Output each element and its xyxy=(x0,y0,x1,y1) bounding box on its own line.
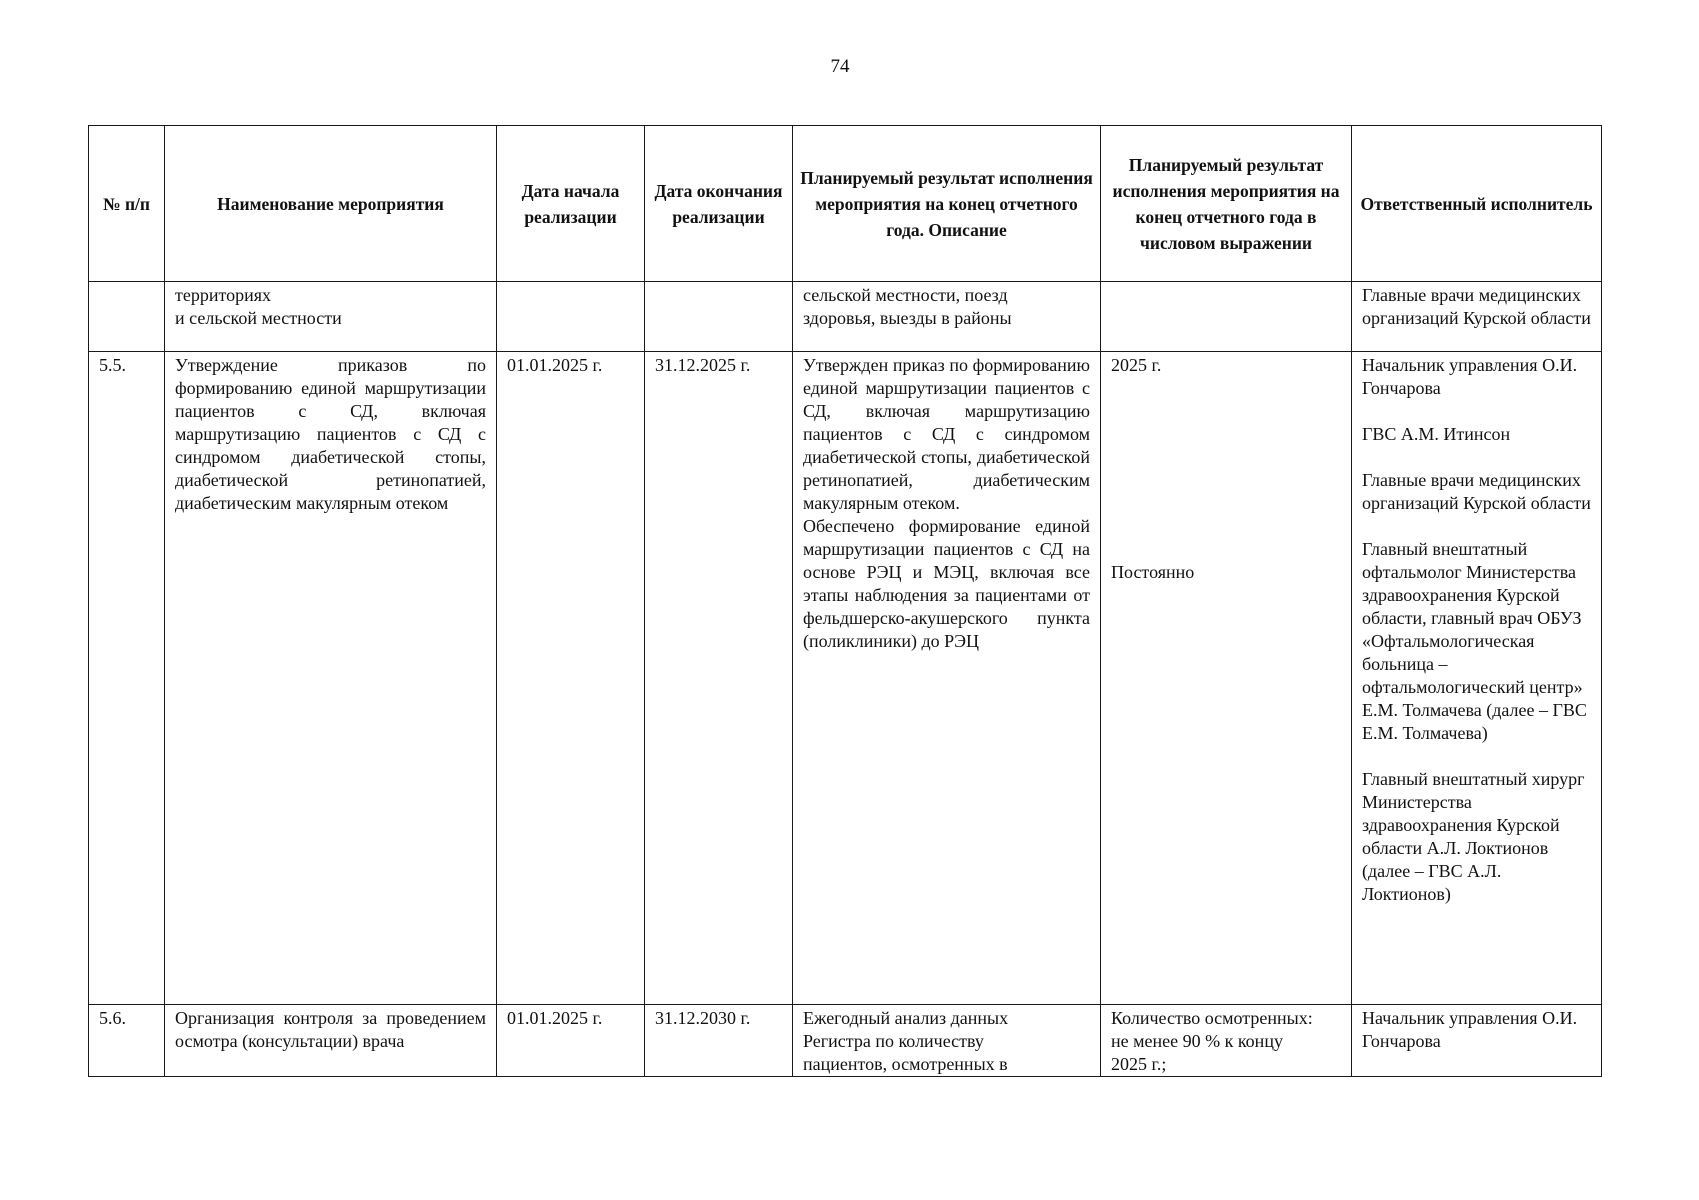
responsible-entry: Начальник управления О.И. Гончарова xyxy=(1362,355,1578,398)
cell-value xyxy=(1101,282,1352,352)
cell-description-line: пациентов, осмотренных в xyxy=(803,1054,1008,1074)
cell-start-date xyxy=(497,282,645,352)
cell-responsible: Главные врачи медицинских организаций Курской области xyxy=(1352,282,1602,352)
cell-end-date xyxy=(645,282,793,352)
responsible-entry: Главный внештатный хирург Министерства здравоохранения Курской области А.Л. Локтионов (далее – ГВС А.Л. Локтионов) xyxy=(1362,769,1585,904)
activity-table xyxy=(88,125,1602,1077)
cell-description-line: сельской местности, поезд xyxy=(803,285,1008,305)
header-result-numeric: Планируемый результат исполнения мероприятия на конец отчетного года в числовом выражении xyxy=(1101,126,1352,282)
header-num: № п/п xyxy=(89,126,165,282)
cell-description xyxy=(793,1005,1101,1077)
table-row xyxy=(89,352,1602,1005)
cell-value-line: 2025 г.; xyxy=(1111,1054,1167,1074)
cell-description-line: Регистра по количеству xyxy=(803,1031,984,1051)
cell-name: Организация контроля за проведением осмотра (консультации) врача xyxy=(165,1005,497,1077)
cell-start-date: 01.01.2025 г. xyxy=(497,352,645,1005)
cell-num: 5.6. xyxy=(89,1005,165,1077)
cell-end-date: 31.12.2030 г. xyxy=(645,1005,793,1077)
table-row xyxy=(89,282,1602,352)
header-end-date: Дата окончания реализации xyxy=(645,126,793,282)
cell-description xyxy=(793,352,1101,1005)
cell-name-line: и сельской местности xyxy=(175,308,342,328)
description-paragraph: Обеспечено формирование единой маршрутизации пациентов с СД на основе РЭЦ и МЭЦ, включая все этапы наблюдения за пациентами от фельдшерско-акушерского пункта (поликлиники) до РЭЦ xyxy=(803,516,1090,651)
cell-responsible xyxy=(1352,352,1602,1005)
cell-description-line: здоровья, выезды в районы xyxy=(803,308,1012,328)
cell-end-date: 31.12.2025 г. xyxy=(645,352,793,1005)
cell-value-line: не менее 90 % к концу xyxy=(1111,1031,1283,1051)
header-start-date: Дата начала реализации xyxy=(497,126,645,282)
cell-name: Утверждение приказов по формированию единой маршрутизации пациентов с СД, включая маршрутизацию пациентов с СД с синдромом диабетической стопы, диабетической ретинопатией, диабетическим макулярным отеком xyxy=(165,352,497,1005)
cell-description-line: Ежегодный анализ данных xyxy=(803,1008,1009,1028)
description-paragraph: Утвержден приказ по формированию единой маршрутизации пациентов с СД, включая маршрутизацию пациентов с СД с синдромом диабетической стопы, диабетической ретинопатией, диабетическим макулярным отеком. xyxy=(803,355,1090,513)
header-responsible: Ответственный исполнитель xyxy=(1352,126,1602,282)
table-row xyxy=(89,1005,1602,1077)
responsible-entry: ГВС А.М. Итинсон xyxy=(1362,424,1511,444)
cell-value xyxy=(1101,1005,1352,1077)
cell-value xyxy=(1101,352,1352,1005)
table-header-row xyxy=(89,126,1602,282)
cell-responsible: Начальник управления О.И. Гончарова xyxy=(1352,1005,1602,1077)
page-number: 74 xyxy=(830,56,850,77)
responsible-entry: Главные врачи медицинских организаций Курской области xyxy=(1362,470,1591,513)
cell-value-line: Количество осмотренных: xyxy=(1111,1008,1313,1028)
value-text: Постоянно xyxy=(1111,562,1195,582)
cell-start-date: 01.01.2025 г. xyxy=(497,1005,645,1077)
header-result-description: Планируемый результат исполнения мероприятия на конец отчетного года. Описание xyxy=(793,126,1101,282)
cell-name-line: территориях xyxy=(175,285,272,305)
header-name: Наименование мероприятия xyxy=(165,126,497,282)
cell-description xyxy=(793,282,1101,352)
value-text: 2025 г. xyxy=(1111,355,1162,375)
cell-num xyxy=(89,282,165,352)
cell-num: 5.5. xyxy=(89,352,165,1005)
responsible-entry: Главный внештатный офтальмолог Министерства здравоохранения Курской области, главный врач ОБУЗ «Офтальмологическая больница – офтальмологический центр» Е.М. Толмачева (далее – ГВС Е.М. Толмачева) xyxy=(1362,539,1587,743)
cell-name xyxy=(165,282,497,352)
